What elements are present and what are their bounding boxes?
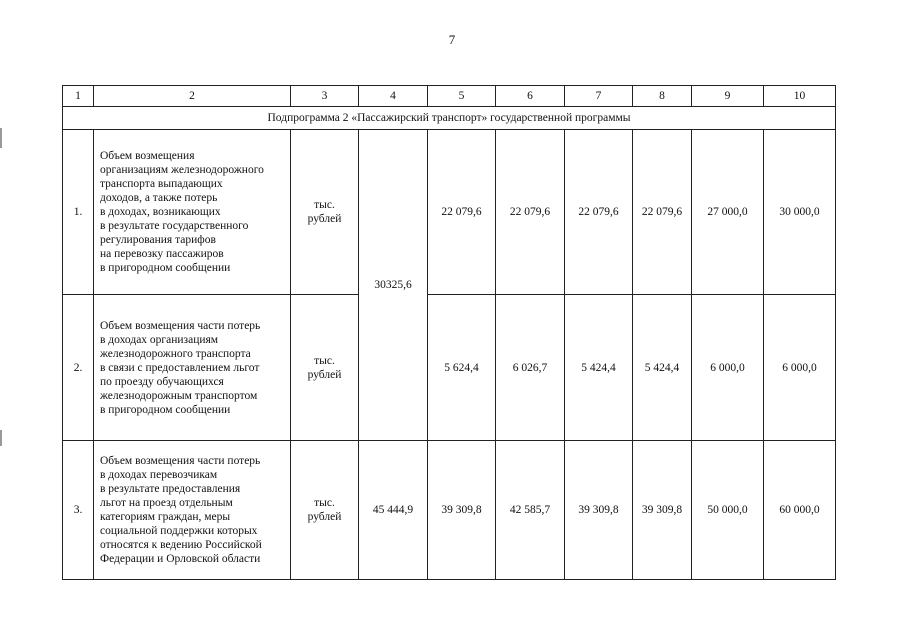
value-cell: 22 079,6: [565, 130, 633, 295]
description-line: в доходах организациям: [100, 333, 219, 346]
header-cell: 7: [565, 86, 633, 107]
value-cell: 42 585,7: [496, 441, 565, 580]
unit-line: рублей: [307, 213, 342, 225]
description-line: железнодорожным транспортом: [100, 389, 258, 402]
value-cell: 30 000,0: [764, 130, 836, 295]
scan-edge-mark: [0, 430, 2, 446]
description-line: Объем возмещения части потерь: [100, 455, 261, 467]
value-cell: 5 624,4: [428, 295, 496, 441]
row-unit: [291, 441, 359, 580]
description-line: регулирования тарифов: [100, 234, 216, 246]
description-line: в доходах, возникающих: [100, 206, 221, 218]
description-line: категориям граждан, меры: [100, 511, 231, 523]
value-cell: 39 309,8: [428, 441, 496, 580]
header-cell: 6: [496, 86, 565, 107]
description-line: транспорта выпадающих: [100, 178, 223, 190]
row-index: 3.: [63, 441, 94, 580]
subprogram-title: Подпрограмма 2 «Пассажирский транспорт» государственной программы: [63, 107, 836, 130]
description-line: социальной поддержки которых: [100, 525, 258, 537]
description-line: Объем возмещения: [100, 150, 195, 162]
row-index: 1.: [63, 130, 94, 295]
description-line: Федерации и Орловской области: [100, 553, 261, 565]
description-line: в результате государственного: [100, 220, 249, 232]
header-cell: 4: [359, 86, 428, 107]
unit-line: рублей: [307, 511, 342, 523]
value-cell: 5 424,4: [633, 295, 692, 441]
description-line: в пригородном сообщении: [100, 403, 231, 416]
value-cell: 60 000,0: [764, 441, 836, 580]
value-cell: 6 026,7: [496, 295, 565, 441]
description-line: в доходах перевозчикам: [100, 469, 218, 481]
row-description: [94, 441, 291, 580]
value-cell: 27 000,0: [692, 130, 764, 295]
description-line: по проезду обучающихся: [100, 375, 224, 388]
description-line: льгот на проезд отдельным: [100, 497, 233, 509]
description-line: в результате предоставления: [100, 483, 241, 495]
description-line: железнодорожного транспорта: [100, 347, 251, 360]
description-line: доходов, а также потерь: [100, 192, 218, 204]
row-description: [94, 295, 291, 441]
merged-value-col4: 30325,6: [359, 130, 428, 441]
header-cell: 2: [94, 86, 291, 107]
header-cell: 8: [633, 86, 692, 107]
value-cell: 22 079,6: [633, 130, 692, 295]
description-line: в пригородном сообщении: [100, 262, 231, 274]
value-cell: 6 000,0: [764, 295, 836, 441]
description-line: относятся к ведению Российской: [100, 539, 262, 551]
table-row: [63, 441, 836, 580]
value-cell: 39 309,8: [565, 441, 633, 580]
description-line: Объем возмещения части потерь: [100, 319, 261, 332]
value-cell: 45 444,9: [359, 441, 428, 580]
row-unit: [291, 130, 359, 295]
unit-line: тыс.: [314, 199, 335, 211]
header-cell: 3: [291, 86, 359, 107]
table-header-row: [63, 86, 836, 107]
header-cell: 5: [428, 86, 496, 107]
unit-line: тыс.: [314, 497, 335, 509]
description-line: в связи с предоставлением льгот: [100, 361, 260, 374]
page-number: 7: [448, 32, 456, 47]
header-cell: 10: [764, 86, 836, 107]
value-cell: 6 000,0: [692, 295, 764, 441]
budget-table: [62, 85, 836, 580]
description-line: на перевозку пассажиров: [100, 248, 224, 260]
row-index: 2.: [63, 295, 94, 441]
value-cell: 22 079,6: [428, 130, 496, 295]
subprogram-row: [63, 107, 836, 130]
description-line: организациям железнодорожного: [100, 164, 264, 176]
value-cell: 22 079,6: [496, 130, 565, 295]
table-row: [63, 295, 836, 441]
unit-line: тыс.: [314, 354, 335, 367]
row-description: [94, 130, 291, 295]
header-cell: 1: [63, 86, 94, 107]
value-cell: 5 424,4: [565, 295, 633, 441]
header-cell: 9: [692, 86, 764, 107]
row-unit: [291, 295, 359, 441]
table-row: [63, 130, 836, 295]
value-cell: 50 000,0: [692, 441, 764, 580]
scan-edge-mark: [0, 128, 2, 148]
unit-line: рублей: [307, 368, 342, 381]
value-cell: 39 309,8: [633, 441, 692, 580]
